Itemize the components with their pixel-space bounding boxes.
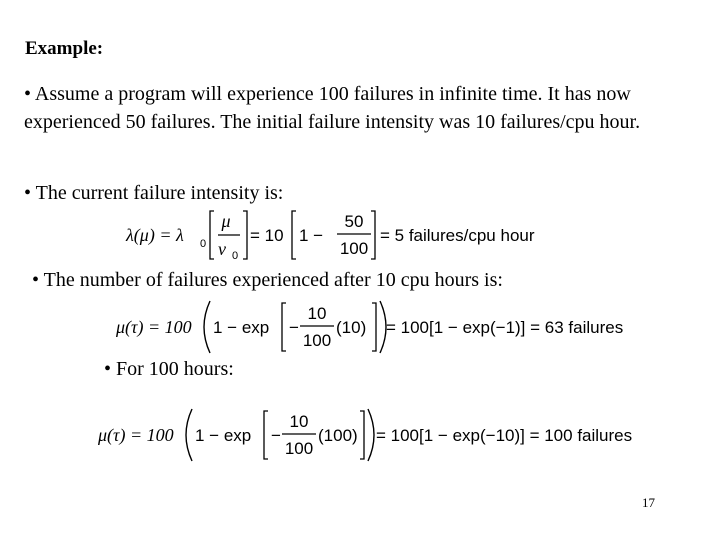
bullet-current-intensity: • The current failure intensity is: xyxy=(24,182,284,204)
eq3-paren-term: (100) xyxy=(318,426,358,445)
eq2-paren-term: (10) xyxy=(336,318,367,337)
eq2-lhs: μ(τ) = 100 xyxy=(116,317,192,337)
eq3-minus: − xyxy=(271,426,281,445)
equation-failures-100-hours xyxy=(98,407,658,463)
eq3-lhs: μ(τ) = 100 xyxy=(98,425,174,445)
eq2-left-bracket xyxy=(282,303,286,351)
eq3-right-bracket xyxy=(360,411,364,459)
eq1-left-bracket xyxy=(210,211,214,259)
bullet-failures-10-hours: • The number of failures experienced after 10 cpu hours is: xyxy=(32,269,503,291)
eq2-minus: − xyxy=(289,318,299,337)
eq2-frac-den: 100 xyxy=(302,331,332,350)
eq1-result: = 5 failures/cpu hour xyxy=(380,226,535,245)
eq1-lhs: λ(μ) = λ xyxy=(126,225,184,245)
eq3-left-bracket xyxy=(264,411,268,459)
equation-failures-10-hours xyxy=(116,299,636,355)
eq1-lhs-sub: 0 xyxy=(200,238,207,250)
eq3-frac-den: 100 xyxy=(284,439,314,458)
bullet-assumption: • Assume a program will experience 100 failures in infinite time. It has now experienced 50 failures. The initial failure intensity was 10 failures/cpu hour. xyxy=(24,83,641,133)
slide-title: Example: xyxy=(25,38,104,59)
eq2-one-minus-exp: 1 − exp xyxy=(213,318,270,337)
eq3-result: = 100[1 − exp(−10)] = 100 failures xyxy=(376,426,633,445)
eq3-frac-num: 10 xyxy=(289,412,309,431)
eq1-frac2-den: 100 xyxy=(339,239,369,258)
eq1-right-bracket-2 xyxy=(371,211,375,259)
eq1-right-bracket xyxy=(243,211,247,259)
eq1-frac1-num: μ xyxy=(221,211,231,231)
equation-current-intensity xyxy=(126,207,566,263)
eq2-right-bracket xyxy=(372,303,376,351)
eq2-left-paren xyxy=(204,301,210,353)
eq3-one-minus-exp: 1 − exp xyxy=(195,426,252,445)
eq2-result: = 100[1 − exp(−1)] = 63 failures xyxy=(386,318,624,337)
eq2-frac-num: 10 xyxy=(307,304,327,323)
eq3-right-paren xyxy=(368,409,374,461)
eq1-equals-10: = 10 xyxy=(250,226,284,245)
bullet-failures-100-hours: • For 100 hours: xyxy=(104,358,234,380)
eq1-one-minus: 1 − xyxy=(299,226,324,245)
eq1-frac2-num: 50 xyxy=(344,212,364,231)
page-number: 17 xyxy=(642,495,655,510)
eq3-left-paren xyxy=(186,409,192,461)
eq1-frac1-den-sub: 0 xyxy=(232,250,239,262)
eq1-frac1-den: ν xyxy=(218,239,226,259)
eq1-left-bracket-2 xyxy=(292,211,296,259)
